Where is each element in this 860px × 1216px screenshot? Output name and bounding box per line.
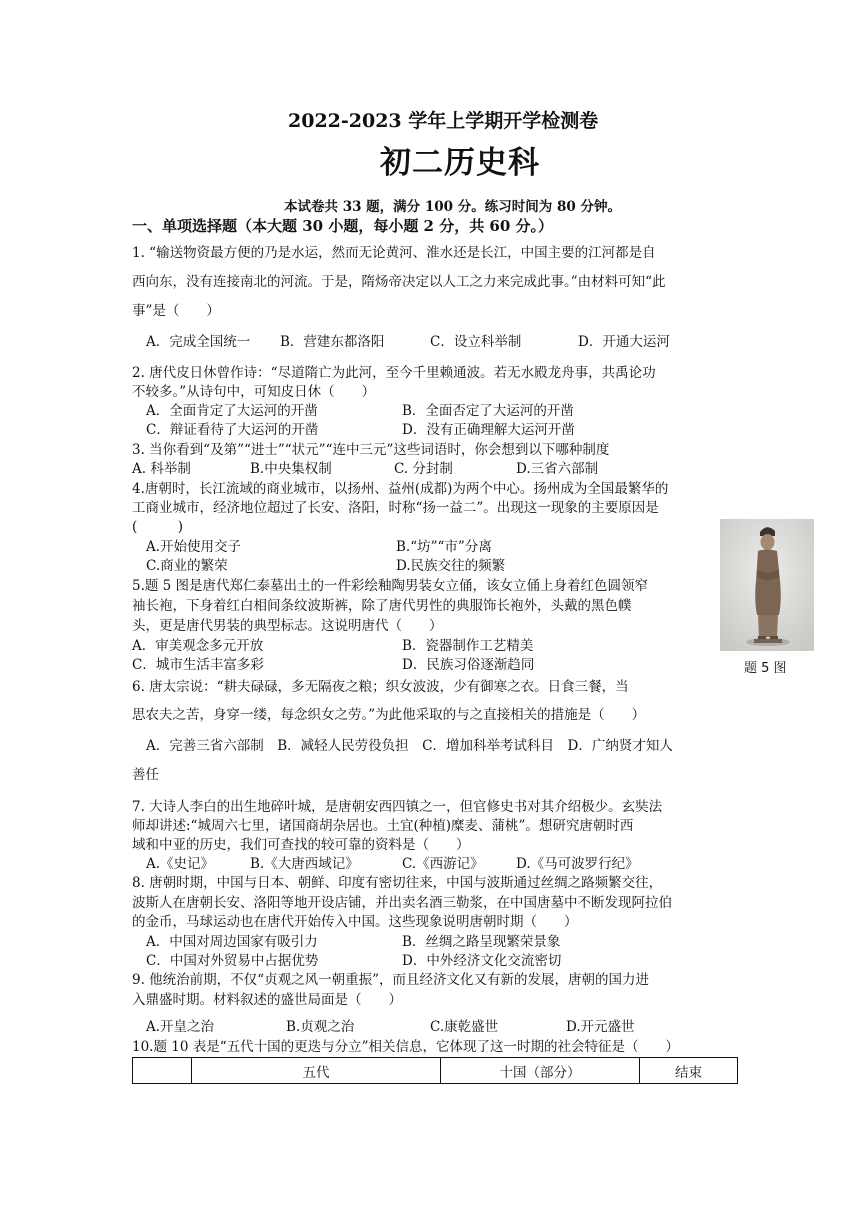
q4-option-c: C.商业的繁荣 — [146, 558, 228, 574]
q8-option-a: A．中国对周边国家有吸引力 — [146, 934, 318, 950]
q2-option-b: B．全面否定了大运河的开凿 — [402, 403, 574, 419]
q9-option-c: C.康乾盛世 — [430, 1019, 499, 1035]
q6-line3: 善任 — [132, 767, 159, 783]
q3-option-d: D.三省六部制 — [516, 461, 599, 477]
table-header-cell: 结束 — [640, 1058, 738, 1084]
q1-option-d: D．开通大运河 — [578, 334, 670, 350]
q5-option-d: D．民族习俗逐渐趋同 — [402, 657, 535, 673]
table-header-cell — [133, 1058, 192, 1084]
q7-option-d: D.《马可波罗行纪》 — [516, 856, 639, 872]
q4-line3: ( ) — [132, 519, 184, 535]
q7-option-b: B.《大唐西域记》 — [250, 856, 359, 872]
q4-option-a: A.开始使用交子 — [146, 539, 242, 555]
table-header-cell: 五代 — [192, 1058, 441, 1084]
q7-line3: 域和中亚的历史，我们可查找的较可靠的资料是（ ） — [132, 837, 470, 853]
q8-option-c: C．中国对外贸易中占据优势 — [146, 953, 319, 969]
q1-line1: 1. “输送物资最方便的乃是水运，然而无论黄河、淮水还是长江，中国主要的江河都是自 — [132, 245, 656, 261]
q7-option-c: C.《西游记》 — [402, 856, 484, 872]
exam-notice: 本试卷共 33 题，满分 100 分。练习时间为 80 分钟。 — [284, 199, 621, 215]
q8-line3: 的金币，马球运动也在唐代开始传入中国。这些现象说明唐朝时期（ ） — [132, 914, 578, 930]
q5-option-b: B．瓷器制作工艺精美 — [402, 638, 534, 654]
q1-line3: 事”是（ ） — [132, 303, 220, 319]
q8-line2: 波斯人在唐朝长安、洛阳等地开设店铺，并出卖名酒三勒浆，在中国唐墓中不断发现阿拉伯 — [132, 895, 672, 911]
q9-line2: 入鼎盛时期。材料叙述的盛世局面是（ ） — [132, 992, 402, 1008]
q5-line1: 5.题 5 图是唐代郑仁泰墓出土的一件彩绘釉陶男装女立俑，该女立俑上身着红色圆领窄 — [132, 578, 649, 594]
q1-option-a: A．完成全国统一 — [146, 334, 251, 350]
q2-line1: 2. 唐代皮日休曾作诗：“尽道隋亡为此河，至今千里赖通波。若无水殿龙舟事，共禹论功 — [132, 365, 656, 381]
table-header-row — [133, 1058, 738, 1084]
q1-option-c: C．设立科举制 — [430, 334, 522, 350]
q6-line1: 6. 唐太宗说：“耕夫碌碌，多无隔夜之粮；织女波波，少有御寒之衣。日食三餐，当 — [132, 679, 629, 695]
q1-line2: 西向东，没有连接南北的河流。于是，隋炀帝决定以人工之力来完成此事。”由材料可知“此 — [132, 274, 666, 290]
figurine-photo — [720, 519, 814, 651]
section-heading: 一、单项选择题（本大题 30 小题，每小题 2 分，共 60 分。） — [132, 217, 554, 235]
q4-option-d: D.民族交往的频繁 — [396, 558, 506, 574]
q7-line1: 7. 大诗人李白的出生地碎叶城，是唐朝安西四镇之一，但官修史书对其介绍极少。玄奘法 — [132, 799, 663, 815]
q8-option-d: D．中外经济文化交流密切 — [402, 953, 562, 969]
q5-option-a: A．审美观念多元开放 — [132, 638, 264, 654]
q5-line3: 头，更是唐代男装的典型标志。这说明唐代（ ） — [132, 618, 443, 634]
q4-line2: 工商业城市，经济地位超过了长安、洛阳，时称“扬一益二”。出现这一现象的主要原因是 — [132, 500, 659, 516]
q6-options: A．完善三省六部制 B．减轻人民劳役负担 C．增加科举考试科目 D．广纳贤才知人 — [146, 738, 673, 754]
figurine-illustration — [720, 519, 814, 651]
exam-title: 2022-2023 学年上学期开学检测卷 — [288, 110, 599, 132]
q2-option-d: D．没有正确理解大运河开凿 — [402, 422, 575, 438]
q5-line2: 袖长袍，下身着红白相间条纹波斯裤，除了唐代男性的典服饰长袍外，头戴的黑色幞 — [132, 598, 632, 614]
q6-line2: 思农夫之苦，身穿一缕，每念织女之劳。”为此他采取的与之直接相关的措施是（ ） — [132, 707, 646, 723]
q8-option-b: B．丝绸之路呈现繁荣景象 — [402, 934, 561, 950]
q9-option-a: A.开皇之治 — [146, 1019, 215, 1035]
q3-option-c: C. 分封制 — [394, 461, 453, 477]
q1-option-b: B．营建东都洛阳 — [280, 334, 385, 350]
q9-option-b: B.贞观之治 — [286, 1019, 355, 1035]
q4-line1: 4.唐朝时，长江流域的商业城市，以扬州、益州(成都)为两个中心。扬州成为全国最繁华的 — [132, 481, 669, 497]
q9-line1: 9. 他统治前期，不仅“贞观之风一朝重振”，而且经济文化又有新的发展，唐朝的国力进 — [132, 972, 649, 988]
q7-line2: 师却讲述:“城周六七里，诸国商胡杂居也。土宜(种植)糜麦、蒲桃”。想研究唐朝时西 — [132, 818, 634, 834]
q3-line1: 3. 当你看到“及第”“进士”“状元”“连中三元”这些词语时，你会想到以下哪种制度 — [132, 442, 610, 458]
q7-option-a: A.《史记》 — [146, 856, 215, 872]
q2-option-a: A．全面肯定了大运河的开凿 — [146, 403, 318, 419]
q10-line1: 10.题 10 表是“五代十国的更迭与分立”相关信息，它体现了这一时期的社会特征是（ ） — [132, 1039, 680, 1055]
q2-option-c: C．辩证看待了大运河的开凿 — [146, 422, 319, 438]
q9-option-d: D.开元盛世 — [566, 1019, 635, 1035]
q2-line2: 不较多。”从诗句中，可知皮日休（ ） — [132, 384, 376, 400]
q3-option-a: A. 科举制 — [132, 461, 191, 477]
q5-option-c: C．城市生活丰富多彩 — [132, 657, 264, 673]
figure-caption: 题 5 图 — [744, 661, 787, 676]
exam-subtitle: 初二历史科 — [380, 145, 540, 181]
q8-line1: 8. 唐朝时期，中国与日本、朝鲜、印度有密切往来，中国与波斯通过丝绸之路频繁交往， — [132, 875, 663, 891]
table-header-cell: 十国（部分） — [441, 1058, 640, 1084]
q4-option-b: B.“坊”“市”分离 — [396, 539, 492, 555]
q10-table — [132, 1057, 738, 1084]
q3-option-b: B.中央集权制 — [250, 461, 332, 477]
